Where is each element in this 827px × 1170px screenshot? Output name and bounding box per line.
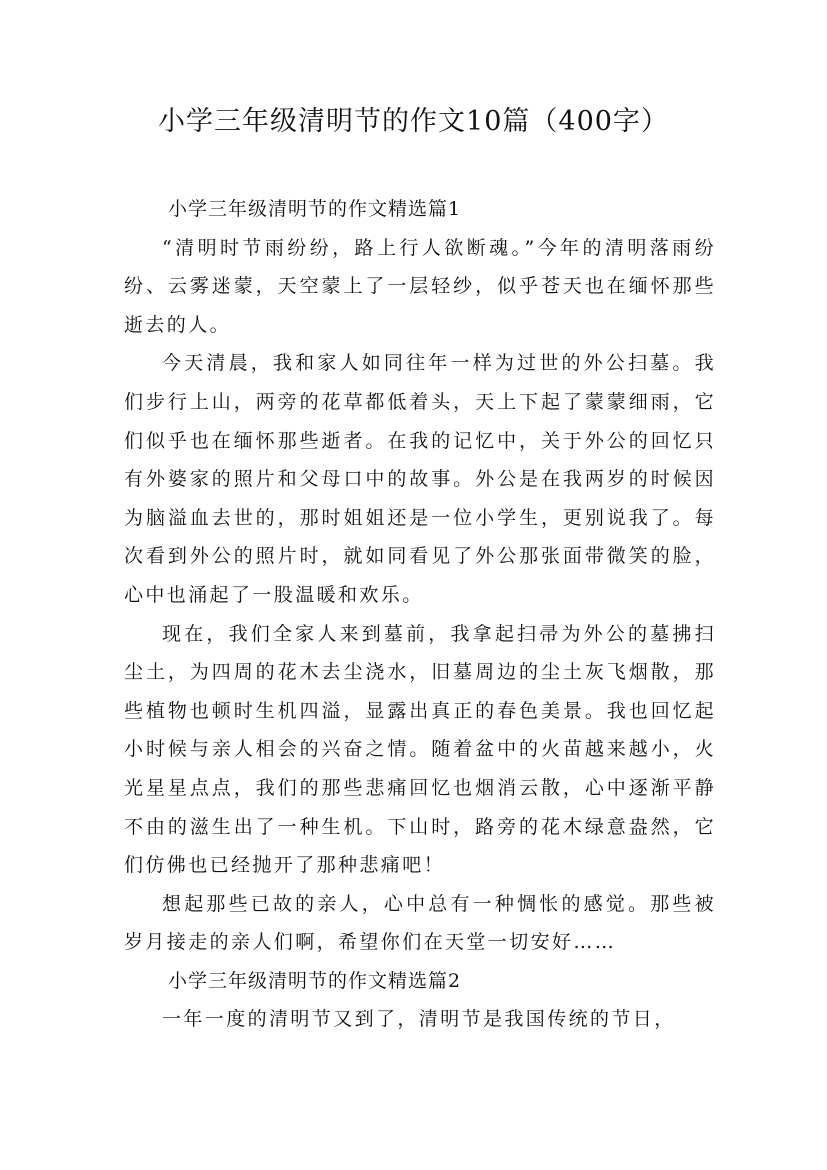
- section-heading-2: 小学三年级清明节的作文精选篇2: [168, 969, 462, 992]
- document-body: [124, 190, 716, 1039]
- paragraph: “清明时节雨纷纷，路上行人欲断魂。”今年的清明落雨纷纷、云雾迷蒙，天空蒙上了一层轻纱，似乎苍天也在缅怀那些逝去的人。: [124, 236, 716, 336]
- document-title: 小学三年级清明节的作文10篇（400字）: [158, 106, 669, 137]
- paragraph: 一年一度的清明节又到了，清明节是我国传统的节日，: [162, 1008, 676, 1031]
- paragraph: 想起那些已故的亲人，心中总有一种惆怅的感觉。那些被岁月接走的亲人们啊，希望你们在天堂一切安好……: [124, 892, 716, 954]
- paragraph: 现在，我们全家人来到墓前，我拿起扫帚为外公的墓拂扫尘土，为四周的花木去尘浇水，旧墓周边的尘土灰飞烟散，那些植物也顿时生机四溢，显露出真正的春色美景。我也回忆起小时候与亲人相会的兴奋之情。随着盆中的火苗越来越小，火光星星点点，我们的那些悲痛回忆也烟消云散，心中逐渐平静不由的滋生出了一种生机。下山时，路旁的花木绿意盎然，它们仿佛也已经抛开了那种悲痛吧！: [124, 622, 716, 877]
- paragraph: 今天清晨，我和家人如同往年一样为过世的外公扫墓。我们步行上山，两旁的花草都低着头，天上下起了蒙蒙细雨，它们似乎也在缅怀那些逝者。在我的记忆中，关于外公的回忆只有外婆家的照片和父母口中的故事。外公是在我两岁的时候因为脑溢血去世的，那时姐姐还是一位小学生，更别说我了。每次看到外公的照片时，就如同看见了外公那张面带微笑的脸，心中也涌起了一股温暖和欢乐。: [124, 352, 716, 606]
- section-heading-1: 小学三年级清明节的作文精选篇1: [168, 198, 462, 220]
